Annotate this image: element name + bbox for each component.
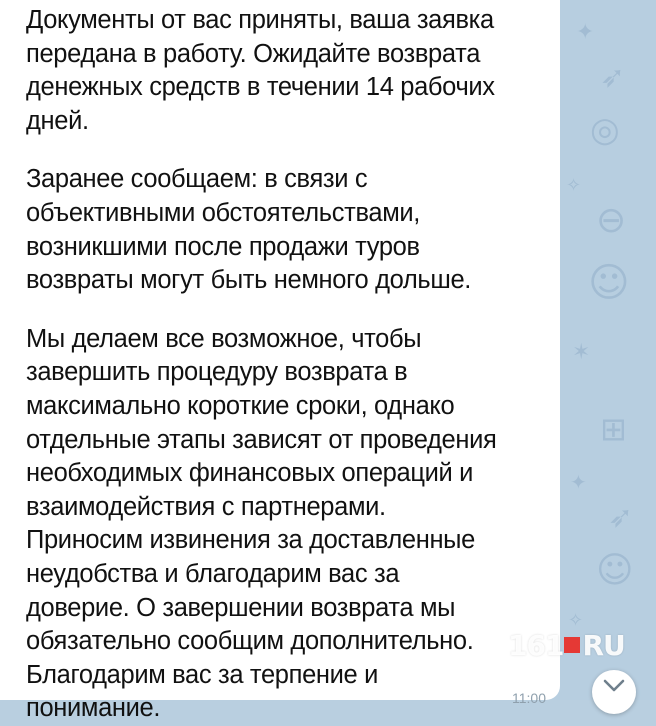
message-line: дней. <box>26 106 89 135</box>
message-line: денежных средств в течении 14 рабочих <box>26 73 495 102</box>
message-line: возникшими после продажи туров <box>26 232 420 261</box>
scroll-down-button[interactable] <box>592 670 636 714</box>
message-line: Благодарим вас за терпение и <box>26 660 378 689</box>
site-watermark <box>508 629 625 662</box>
message-line: объективными обстоятельствами, <box>26 198 421 227</box>
astronaut-doodle-icon: ☺ <box>588 260 630 306</box>
message-line: взаимодействия с партнерами. <box>26 492 386 521</box>
watermark-domain: RU <box>582 629 625 662</box>
message-line: Документы от вас приняты, ваша заявка <box>26 6 494 34</box>
message-line: понимание. <box>26 694 161 723</box>
message-line: обязательно сообщим дополнительно. <box>26 627 474 656</box>
rocket-doodle-icon: ➶ <box>608 500 634 535</box>
message-line: неудобства и благодарим вас за <box>26 559 400 588</box>
watermark-number: 161 <box>508 629 564 662</box>
star-doodle-icon: ✦ <box>570 470 587 494</box>
message-paragraph-3 <box>26 323 550 726</box>
star-doodle-icon: ✧ <box>566 175 582 196</box>
message-line: доверие. О завершении возврата мы <box>26 593 456 622</box>
star-doodle-icon: ✧ <box>568 610 584 631</box>
message-line: необходимых финансовых операций и <box>26 459 474 488</box>
chevron-down-icon <box>602 678 626 694</box>
message-line: передана в работу. Ожидайте возврата <box>26 39 481 68</box>
rocket-doodle-icon: ➶ <box>600 60 626 95</box>
astronaut-doodle-icon: ☺ <box>596 550 634 591</box>
message-paragraph-1 <box>26 4 550 138</box>
watermark-square-icon <box>564 637 580 653</box>
planet-doodle-icon: ◎ <box>590 110 620 150</box>
message-line: максимально короткие сроки, однако <box>26 391 455 420</box>
message-line: Приносим извинения за доставленные <box>26 526 475 555</box>
message-line: возвраты могут быть немного дольше. <box>26 266 472 295</box>
message-line: завершить процедуру возврата в <box>26 358 408 387</box>
message-paragraph-2 <box>26 163 550 297</box>
saturn-doodle-icon: ⊖ <box>596 200 627 241</box>
message-line: Мы делаем все возможное, чтобы <box>26 324 422 353</box>
star-doodle-icon: ✦ <box>576 20 595 45</box>
message-line: отдельные этапы зависят от проведения <box>26 425 497 454</box>
message-time: 11:00 <box>512 690 546 706</box>
message-line: Заранее сообщаем: в связи с <box>26 165 368 194</box>
star-doodle-icon: ✶ <box>572 340 591 365</box>
satellite-doodle-icon: ⊞ <box>600 410 627 448</box>
